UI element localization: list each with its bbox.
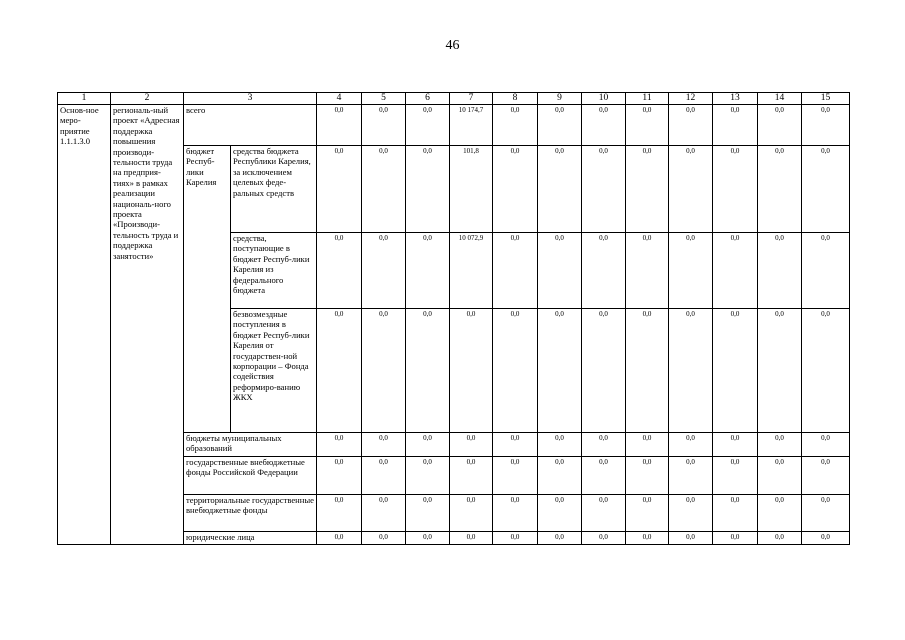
value-cell: 0,0: [626, 105, 669, 146]
value-cell: 10 174,7: [450, 105, 493, 146]
table-row: [58, 105, 850, 146]
value-cell: 0,0: [493, 233, 538, 309]
value-cell: 0,0: [317, 495, 362, 532]
value-cell: 0,0: [317, 532, 362, 545]
value-cell: 0,0: [406, 309, 450, 433]
value-cell: 0,0: [362, 146, 406, 233]
value-cell: 0,0: [450, 457, 493, 495]
value-cell: 0,0: [713, 146, 758, 233]
header-cell: 4: [317, 93, 362, 105]
value-cell: 0,0: [450, 532, 493, 545]
value-cell: 0,0: [626, 457, 669, 495]
value-cell: 0,0: [669, 146, 713, 233]
value-cell: 0,0: [493, 532, 538, 545]
value-cell: 0,0: [493, 309, 538, 433]
value-cell: 0,0: [406, 433, 450, 457]
value-cell: 0,0: [317, 105, 362, 146]
value-cell: 0,0: [362, 433, 406, 457]
value-cell: 0,0: [406, 233, 450, 309]
value-cell: 0,0: [493, 146, 538, 233]
event-cell: Основ-ное меро-приятие 1.1.1.3.0: [58, 105, 111, 545]
value-cell: 0,0: [802, 495, 850, 532]
value-cell: 0,0: [802, 309, 850, 433]
value-cell: 0,0: [626, 233, 669, 309]
value-cell: 0,0: [362, 105, 406, 146]
value-cell: 0,0: [406, 457, 450, 495]
value-cell: 0,0: [758, 309, 802, 433]
value-cell: 0,0: [450, 433, 493, 457]
value-cell: 0,0: [406, 146, 450, 233]
value-cell: 101,8: [450, 146, 493, 233]
value-cell: 0,0: [582, 309, 626, 433]
header-cell: 15: [802, 93, 850, 105]
row-label: всего: [184, 105, 317, 146]
row-label: средства бюджета Республики Карелия, за исключением целевых феде-ральных средств: [231, 146, 317, 233]
value-cell: 0,0: [669, 105, 713, 146]
value-cell: 10 072,9: [450, 233, 493, 309]
row-label: территориальные государственные внебюджетные фонды: [184, 495, 317, 532]
value-cell: 0,0: [582, 433, 626, 457]
header-cell: 8: [493, 93, 538, 105]
value-cell: 0,0: [317, 233, 362, 309]
value-cell: 0,0: [406, 495, 450, 532]
value-cell: 0,0: [406, 105, 450, 146]
value-cell: 0,0: [362, 532, 406, 545]
value-cell: 0,0: [669, 233, 713, 309]
header-cell: 6: [406, 93, 450, 105]
value-cell: 0,0: [713, 433, 758, 457]
value-cell: 0,0: [450, 309, 493, 433]
value-cell: 0,0: [626, 532, 669, 545]
value-cell: 0,0: [713, 457, 758, 495]
value-cell: 0,0: [538, 309, 582, 433]
value-cell: 0,0: [713, 309, 758, 433]
group-label: бюджет Респуб-лики Карелия: [184, 146, 231, 433]
value-cell: 0,0: [582, 105, 626, 146]
header-cell: 2: [111, 93, 184, 105]
value-cell: 0,0: [626, 433, 669, 457]
value-cell: 0,0: [538, 532, 582, 545]
value-cell: 0,0: [582, 457, 626, 495]
header-cell: 5: [362, 93, 406, 105]
page-number: 46: [445, 38, 460, 53]
value-cell: 0,0: [626, 146, 669, 233]
value-cell: 0,0: [406, 532, 450, 545]
value-cell: 0,0: [802, 233, 850, 309]
value-cell: 0,0: [317, 433, 362, 457]
row-label: бюджеты муниципальных образований: [184, 433, 317, 457]
value-cell: 0,0: [758, 532, 802, 545]
value-cell: 0,0: [758, 233, 802, 309]
value-cell: 0,0: [669, 532, 713, 545]
value-cell: 0,0: [317, 146, 362, 233]
value-cell: 0,0: [538, 495, 582, 532]
header-cell: 9: [538, 93, 582, 105]
value-cell: 0,0: [362, 233, 406, 309]
row-label: безвозмездные поступления в бюджет Респуб-лики Карелия от государствен-ной корпорации – Фонда содействия реформиро-ванию ЖКХ: [231, 309, 317, 433]
header-row: [58, 93, 850, 105]
header-cell: 13: [713, 93, 758, 105]
value-cell: 0,0: [362, 309, 406, 433]
value-cell: 0,0: [538, 233, 582, 309]
header-cell: 1: [58, 93, 111, 105]
value-cell: 0,0: [758, 433, 802, 457]
value-cell: 0,0: [626, 495, 669, 532]
value-cell: 0,0: [758, 146, 802, 233]
value-cell: 0,0: [582, 146, 626, 233]
row-label: государственные внебюджетные фонды Российской Федерации: [184, 457, 317, 495]
value-cell: 0,0: [493, 495, 538, 532]
value-cell: 0,0: [538, 457, 582, 495]
value-cell: 0,0: [758, 105, 802, 146]
value-cell: 0,0: [493, 105, 538, 146]
value-cell: 0,0: [582, 233, 626, 309]
value-cell: 0,0: [538, 105, 582, 146]
value-cell: 0,0: [802, 457, 850, 495]
value-cell: 0,0: [669, 495, 713, 532]
value-cell: 0,0: [758, 495, 802, 532]
header-cell: 3: [184, 93, 317, 105]
header-cell: 14: [758, 93, 802, 105]
value-cell: 0,0: [582, 495, 626, 532]
value-cell: 0,0: [582, 532, 626, 545]
value-cell: 0,0: [713, 532, 758, 545]
value-cell: 0,0: [802, 105, 850, 146]
value-cell: 0,0: [758, 457, 802, 495]
value-cell: 0,0: [669, 457, 713, 495]
value-cell: 0,0: [362, 495, 406, 532]
value-cell: 0,0: [538, 146, 582, 233]
value-cell: 0,0: [317, 309, 362, 433]
header-cell: 10: [582, 93, 626, 105]
value-cell: 0,0: [802, 532, 850, 545]
header-cell: 7: [450, 93, 493, 105]
value-cell: 0,0: [669, 309, 713, 433]
budget-table: [57, 92, 850, 545]
value-cell: 0,0: [802, 433, 850, 457]
row-label: юридические лица: [184, 532, 317, 545]
value-cell: 0,0: [362, 457, 406, 495]
value-cell: 0,0: [493, 433, 538, 457]
header-cell: 12: [669, 93, 713, 105]
value-cell: 0,0: [713, 105, 758, 146]
value-cell: 0,0: [317, 457, 362, 495]
value-cell: 0,0: [626, 309, 669, 433]
header-cell: 11: [626, 93, 669, 105]
value-cell: 0,0: [493, 457, 538, 495]
project-cell: региональ-ный проект «Адресная поддержка повышения производи-тельности труда на предприя-тиях» в рамках реализации националь-ного проекта «Производи-тельность труда и поддержка занятости»: [111, 105, 184, 545]
row-label: средства, поступающие в бюджет Респуб-лики Карелия из федерального бюджета: [231, 233, 317, 309]
value-cell: 0,0: [450, 495, 493, 532]
value-cell: 0,0: [669, 433, 713, 457]
value-cell: 0,0: [802, 146, 850, 233]
value-cell: 0,0: [538, 433, 582, 457]
value-cell: 0,0: [713, 495, 758, 532]
value-cell: 0,0: [713, 233, 758, 309]
